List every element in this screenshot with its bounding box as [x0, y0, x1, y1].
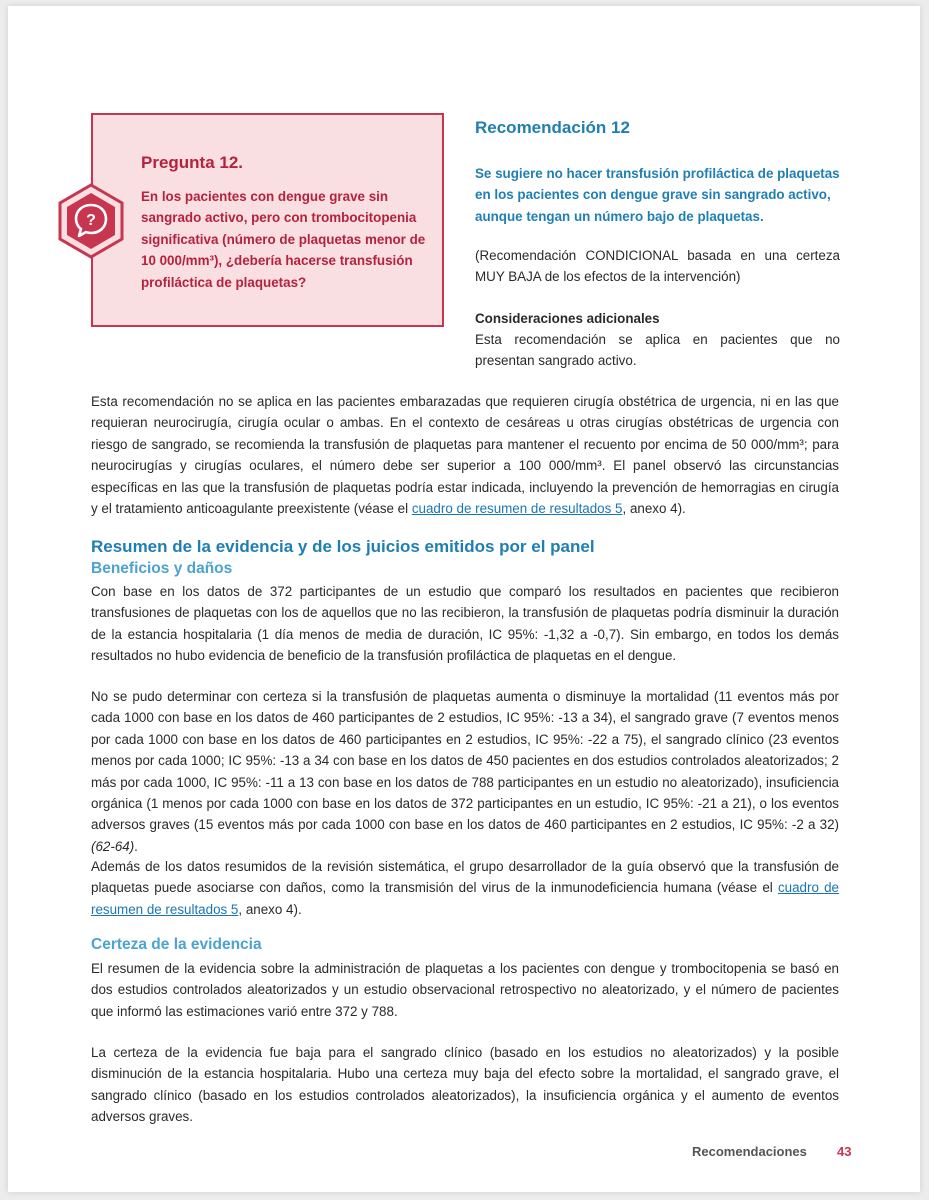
intro-text: Esta recomendación no se aplica en las pacientes embarazadas que requieren cirugía obstétrica de urgencia, ni en las que requieran neurocirugía, cirugía ocular o ambas. En el contexto de cesáreas u otras cirugías obstétricas de urgencia con riesgo de sangrado, se recomienda la transfusión de plaquetas para mantener el recuento por encima de 50 000/mm³; para neurocirugías y cirugías oculares, el número debe ser superior a 100 000/mm³. El panel observó las circunstancias específicas en las que la transfusión de plaquetas podría estar indicada, incluyendo la prevención de hemorragias en cirugía y el tratamiento anticoagulante preexistente (véase el — [91, 394, 839, 517]
recommendation-text: Se sugiere no hacer transfusión profiláctica de plaquetas en los pacientes con dengue grave sin sangrado activo, aunque tengan un número bajo de plaquetas. — [475, 166, 840, 224]
intro-paragraph — [91, 391, 839, 519]
harms-tail: , anexo 4). — [238, 901, 302, 917]
certainty-paragraph-1: El resumen de la evidencia sobre la administración de plaquetas a los pacientes con dengue y trombocitopenia se basó en dos estudios controlados aleatorizados y un estudio observacional retrospectivo no aleatorizado, y el número de pacientes que informó las estimaciones varió entre 372 y 788. — [91, 961, 839, 1019]
question-chat-hexagon-icon — [58, 183, 124, 259]
harms-paragraph — [91, 856, 839, 920]
question-title: Pregunta 12. — [141, 153, 244, 172]
recommendation-title: Recomendación 12 — [475, 118, 630, 137]
footer-section-label: Recomendaciones — [692, 1144, 807, 1159]
benefits-paragraph-1: Con base en los datos de 372 participantes de un estudio que comparó los resultados en pacientes que recibieron transfusiones de plaquetas con los de aquellos que no las recibieron, la transfusión de plaquetas podría disminuir la duración de la estancia hospitalaria (1 día menos de media de duración, IC 95%: -1,32 a -0,7). Sin embargo, en todos los demás resultados no hubo evidencia de beneficio de la transfusión profiláctica de plaquetas en el dengue. — [91, 584, 839, 664]
summary-table-5-link-2[interactable]: cuadro de resumen de resultados 5 — [91, 880, 839, 917]
benefits-paragraph-2-text: No se pudo determinar con certeza si la transfusión de plaquetas aumenta o disminuye la mortalidad (11 eventos más por cada 1000 con base en los datos de 460 participantes de 2 estudios, IC 95%: -13 a 34), el sangrado grave (7 eventos menos por cada 1000 con base en los datos de 460 participantes en 2 estudios, IC 95%: -22 a 75), el sangrado clínico (23 eventos menos por cada 1000; IC 95%: -13 a 34 con base en los datos de 450 pacientes en dos estudios controlados aleatorizados; 2 más por cada 1000, IC 95%: -11 a 13 con base en los datos de 788 participantes en un estudio no aleatorizado), insuficiencia orgánica (1 menos por cada 1000 con base en los datos de 372 participantes en un estudio, IC 95%: -21 a 21), o los eventos adversos graves (15 eventos más por cada 1000 con base en los datos de 460 participantes en 2 estudios, IC 95%: -2 a 32) — [91, 689, 839, 833]
question-text: En los pacientes con dengue grave sin sangrado activo, pero con trombocitopenia significativa (número de plaquetas menor de 10 000/mm³), ¿debería hacerse transfusión profiláctica de plaquetas? — [141, 189, 426, 290]
considerations-text: Esta recomendación se aplica en pacientes que no presentan sangrado activo. — [475, 332, 840, 369]
benefits-heading: Beneficios y daños — [91, 560, 233, 577]
document-page — [8, 6, 920, 1192]
citation-reference: (62-64) — [91, 838, 135, 854]
considerations-title: Consideraciones adicionales — [475, 311, 660, 326]
recommendation-strength-note: (Recomendación CONDICIONAL basada en una certeza MUY BAJA de los efectos de la intervención) — [475, 248, 840, 285]
svg-text:?: ? — [86, 212, 96, 229]
benefits-paragraph-2-end: . — [134, 838, 138, 854]
certainty-paragraph-2: La certeza de la evidencia fue baja para el sangrado clínico (basado en los estudios no aleatorizados) y la posible disminución de la estancia hospitalaria. Hubo una certeza muy baja del efecto sobre la mortalidad, el sangrado grave, el sangrado clínico (basado en los estudios controlados aleatorizados), la insuficiencia orgánica y el aumento de eventos adversos graves. — [91, 1045, 839, 1125]
harms-text: Además de los datos resumidos de la revisión sistemática, el grupo desarrollador de la guía observó que la transfusión de plaquetas puede asociarse con daños, como la transmisión del virus de la inmunodeficiencia humana (véase el — [91, 859, 839, 896]
benefits-paragraph-2 — [91, 686, 839, 857]
evidence-heading: Resumen de la evidencia y de los juicios emitidos por el panel — [91, 537, 595, 556]
summary-table-5-link[interactable]: cuadro de resumen de resultados 5 — [411, 501, 623, 517]
page-number: 43 — [837, 1144, 852, 1159]
intro-tail: , anexo 4). — [622, 501, 686, 517]
certainty-heading: Certeza de la evidencia — [91, 936, 262, 953]
